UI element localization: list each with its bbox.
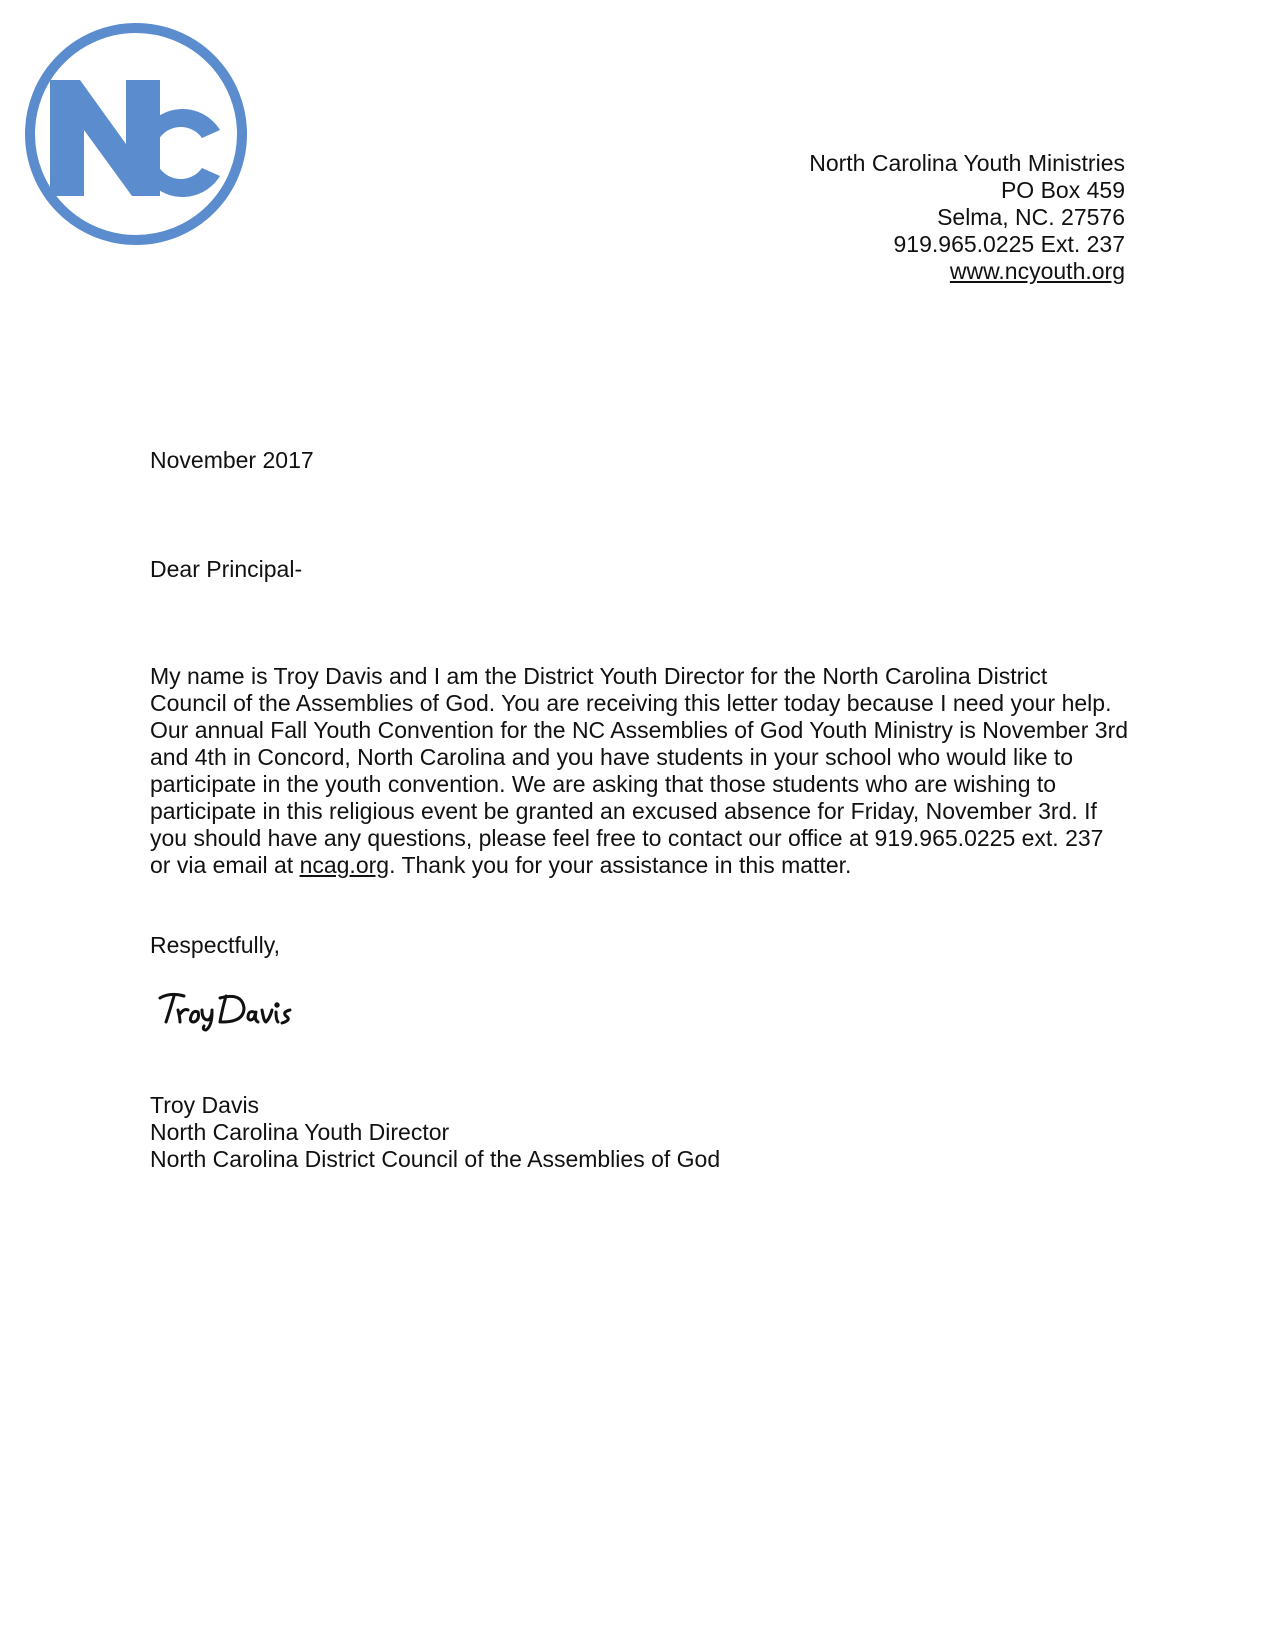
body-line-last: [150, 852, 1135, 879]
body-text-segment: . Thank you for your assistance in this matter.: [389, 852, 852, 878]
letter-body: [150, 663, 1135, 879]
po-box: PO Box 459: [1000, 177, 1125, 203]
body-line: participate in the youth convention. We are asking that those students who are wishing to: [150, 771, 1057, 797]
body-line: participate in this religious event be granted an excused absence for Friday, November 3rd. If: [150, 798, 1097, 824]
phone-number: 919.965.0225 Ext. 237: [893, 231, 1125, 257]
signature-block: [150, 1092, 720, 1173]
body-line: you should have any questions, please feel free to contact our office at 919.965.0225 ext. 237: [150, 825, 1104, 851]
body-line: and 4th in Concord, North Carolina and you have students in your school who would like to: [150, 744, 1074, 770]
city-state-zip: Selma, NC. 27576: [937, 204, 1125, 230]
nc-logo-icon: [20, 18, 252, 250]
closing: Respectfully,: [150, 932, 280, 958]
body-line: Our annual Fall Youth Convention for the NC Assemblies of God Youth Ministry is November 3rd: [150, 717, 1129, 743]
website-link[interactable]: www.ncyouth.org: [949, 258, 1125, 284]
email-link[interactable]: ncag.org: [299, 852, 390, 878]
body-line: My name is Troy Davis and I am the District Youth Director for the North Carolina District: [150, 663, 1048, 689]
org-name: North Carolina Youth Ministries: [809, 150, 1125, 176]
signer-organization: North Carolina District Council of the Assemblies of God: [150, 1146, 721, 1172]
return-address: [809, 150, 1125, 285]
handwritten-signature: [158, 988, 298, 1032]
signer-name: Troy Davis: [150, 1092, 260, 1118]
signer-title: North Carolina Youth Director: [150, 1119, 450, 1145]
body-text-segment: or via email at: [150, 852, 300, 878]
salutation: Dear Principal-: [150, 556, 303, 582]
body-line: Council of the Assemblies of God. You are receiving this letter today because I need your help.: [150, 690, 1112, 716]
letter-date: November 2017: [150, 447, 314, 473]
